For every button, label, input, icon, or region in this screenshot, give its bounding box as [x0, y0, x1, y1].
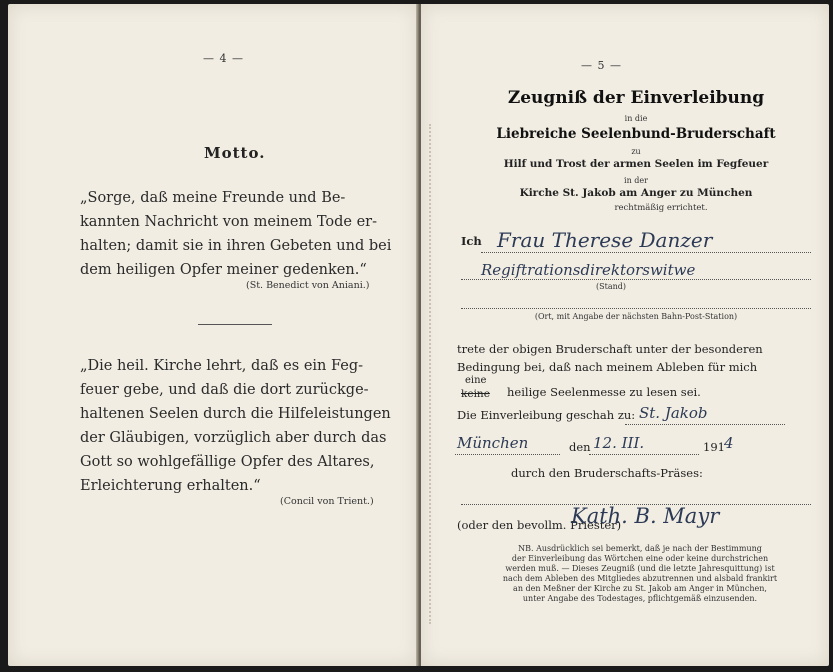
- footnote-line: der Einverleibung das Wörtchen eine oder keine durchstrichen: [511, 554, 769, 563]
- membership-line: trete der obigen Bruderschaft unter der besonderen: [457, 342, 763, 356]
- church-name: Kirche St. Jakob am Anger zu München: [519, 187, 753, 199]
- established-note: rechtmäßig errichtet.: [614, 203, 708, 213]
- left-page: [8, 4, 418, 666]
- ort-line: [461, 308, 811, 309]
- footnote-line: NB. Ausdrücklich sei bemerkt, daß je nach der Bestimmung: [518, 544, 762, 553]
- handwritten-city: München: [457, 434, 529, 452]
- page-number-left: — 4 —: [203, 52, 244, 65]
- quote-1-line: dem heiligen Opfer meiner gedenken.“: [80, 262, 367, 278]
- brotherhood-name: Liebreiche Seelenbund-Bruderschaft: [496, 126, 776, 142]
- membership-line: Bedingung bei, daß nach meinem Ableben für mich: [457, 360, 758, 374]
- handwritten-name: Frau Therese Danzer: [497, 228, 713, 252]
- year-prefix: 191: [703, 440, 725, 454]
- footnote-line: werden muß. — Dieses Zeugniß (und die letzte Jahresquittung) ist: [505, 564, 775, 573]
- place-line: [625, 424, 785, 425]
- quote-1-line: halten; damit sie in ihren Gebeten und bei: [80, 238, 392, 254]
- perforation: [429, 124, 433, 624]
- page-number-right: — 5 —: [581, 59, 622, 72]
- delegate-label: (oder den bevollm. Priester): [457, 518, 622, 532]
- footnote: [455, 544, 825, 604]
- name-line: [481, 252, 811, 253]
- quote-2-line: der Gläubigen, vorzüglich aber durch das: [80, 430, 387, 446]
- text-in-die: in die: [624, 114, 648, 123]
- city-line: [455, 454, 560, 455]
- quote-2-line: Gott so wohlgefällige Opfer des Altares,: [80, 454, 375, 470]
- quote-2: [80, 354, 400, 498]
- motto-heading: Motto.: [204, 144, 266, 162]
- footnote-line: an den Meßner der Kirche zu St. Jakob am Anger in München,: [513, 584, 767, 593]
- quote-2-line: feuer gebe, und daß die dort zurückge-: [80, 382, 369, 398]
- footnote-line: unter Angabe des Todestages, pflichtgemäß einzusenden.: [522, 594, 758, 603]
- quote-2-source: (Concil von Trient.): [280, 496, 374, 507]
- einverleibung-label: Die Einverleibung geschah zu:: [457, 408, 636, 422]
- membership-text: [457, 340, 817, 376]
- brotherhood-purpose: Hilf und Trost der armen Seelen im Fegfeuer: [503, 158, 769, 170]
- text-in-der: in der: [624, 176, 648, 185]
- handwritten-place: St. Jakob: [639, 404, 708, 422]
- handwritten-year: 4: [724, 434, 734, 452]
- text-ich: Ich: [461, 234, 482, 248]
- quote-1-line: „Sorge, daß meine Freunde und Be-: [80, 190, 346, 206]
- ort-label: (Ort, mit Angabe der nächsten Bahn-Post-Station): [534, 312, 738, 321]
- praeses-label: durch den Bruderschafts-Präses:: [511, 466, 703, 480]
- quote-2-line: haltenen Seelen durch die Hilfeleistungen: [80, 406, 391, 422]
- handwritten-stand: Regiftrationsdirektorswitwe: [481, 261, 696, 279]
- quote-1-source: (St. Benedict von Aniani.): [246, 280, 370, 291]
- quote-2-line: „Die heil. Kirche lehrt, daß es ein Feg-: [80, 358, 364, 374]
- stand-line: [461, 279, 811, 280]
- quote-1-line: kannten Nachricht von meinem Tode er-: [80, 214, 377, 230]
- text-den: den: [569, 440, 591, 454]
- mass-text: heilige Seelenmesse zu lesen sei.: [507, 385, 701, 399]
- stand-label: (Stand): [596, 282, 626, 291]
- section-divider: [198, 324, 272, 325]
- date-line: [589, 454, 699, 455]
- right-page: [421, 4, 829, 666]
- signature: Kath. B. Mayr: [571, 504, 720, 528]
- text-zu: zu: [631, 147, 641, 156]
- quote-1: [80, 186, 400, 282]
- option-keine-struck: keine: [461, 388, 490, 400]
- footnote-line: nach dem Ableben des Mitgliedes abzutrennen und alsbald frankirt: [502, 574, 778, 583]
- quote-2-line: Erleichterung erhalten.“: [80, 478, 261, 494]
- certificate-title: Zeugniß der Einverleibung: [507, 88, 765, 108]
- option-eine: eine: [465, 375, 487, 386]
- handwritten-date: 12. III.: [593, 434, 645, 452]
